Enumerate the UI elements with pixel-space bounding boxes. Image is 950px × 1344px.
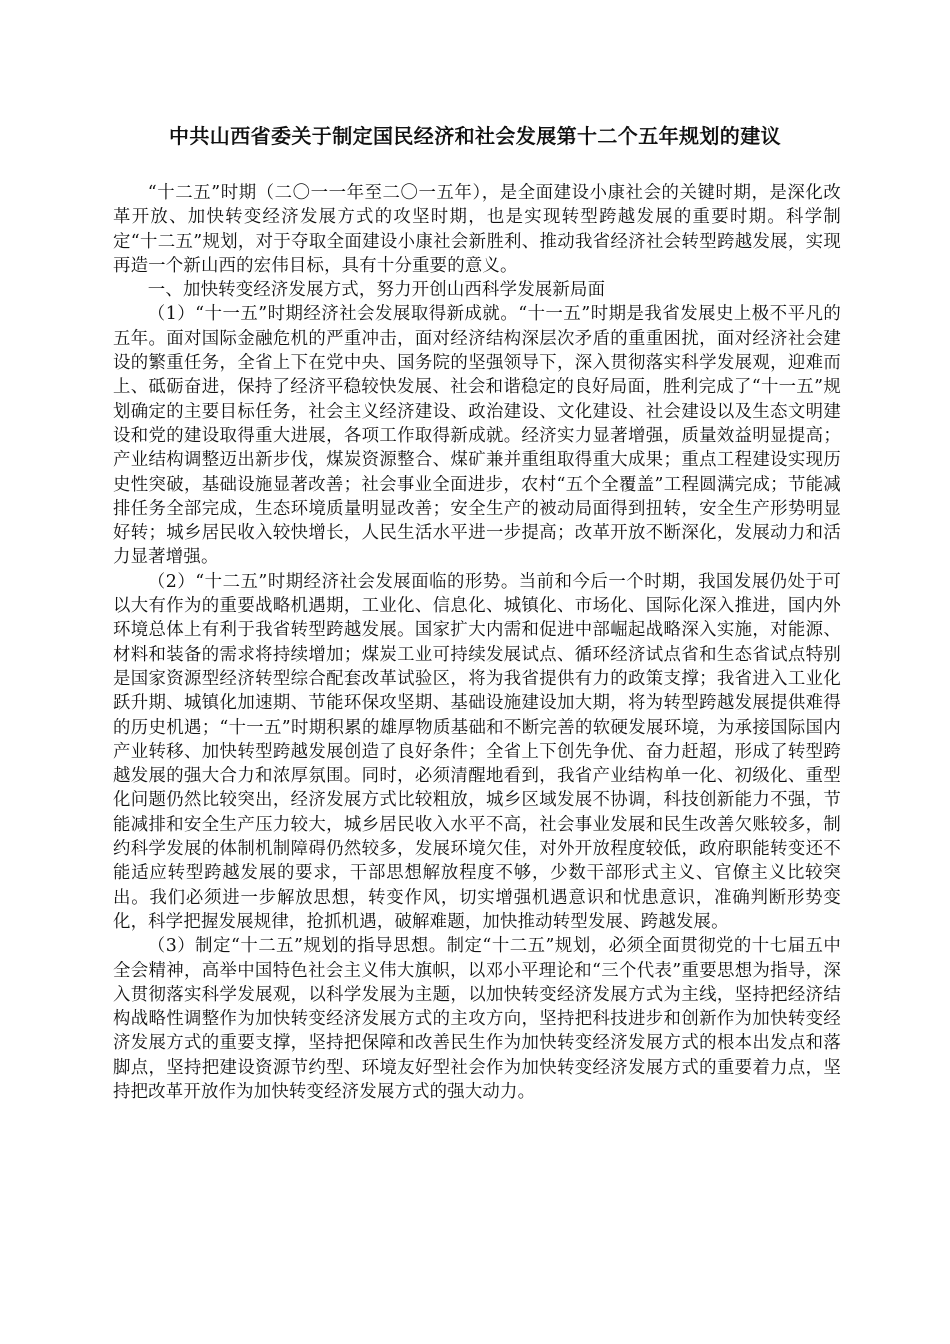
paragraph-2: （2）“十二五”时期经济社会发展面临的形势。当前和今后一个时期，我国发展仍处于可以大有作为的重要战略机遇期，工业化、信息化、城镇化、市场化、国际化深入推进，国内外环境总体上有利于我省转型跨越发展。国家扩大内需和促进中部崛起战略深入实施，对能源、材料和装备的需求将持续增加；煤炭工业可持续发展试点、循环经济试点省和生态省试点特别是国家资源型经济转型综合配套改革试验区，将为我省提供有力的政策支撑；我省进入工业化跃升期、城镇化加速期、节能环保攻坚期、基础设施建设加大期，将为转型跨越发展提供难得的历史机遇；“十一五”时期积累的雄厚物质基础和不断完善的软硬发展环境，为承接国际国内产业转移、加快转型跨越发展创造了良好条件；全省上下创先争优、奋力赶超，形成了转型跨越发展的强大合力和浓厚氛围。同时，必须清醒地看到，我省产业结构单一化、初级化、重型化问题仍然比较突出，经济发展方式比较粗放，城乡区域发展不协调，科技创新能力不强，节能减排和安全生产压力较大，城乡居民收入水平不高，社会事业发展和民生改善欠账较多，制约科学发展的体制机制障碍仍然较多，发展环境欠佳，对外开放程度较低，政府职能转变还不能适应转型跨越发展的要求，干部思想解放程度不够，少数干部形式主义、官僚主义比较突出。我们必须进一步解放思想，转变作风，切实增强机遇意识和忧患意识，准确判断形势变化，科学把握发展规律，抢抓机遇，破解难题，加快推动转型发展、跨越发展。 <box>113 571 841 932</box>
document-title: 中共山西省委关于制定国民经济和社会发展第十二个五年规划的建议 <box>169 124 781 148</box>
section-heading: 一、加快转变经济发展方式，努力开创山西科学发展新局面 <box>147 280 606 301</box>
paragraph-3: （3）制定“十二五”规划的指导思想。制定“十二五”规划，必须全面贯彻党的十七届五中全会精神，高举中国特色社会主义伟大旗帜，以邓小平理论和“三个代表”重要思想为指导，深入贯彻落实科学发展观，以科学发展为主题，以加快转变经济发展方式为主线，坚持把经济结构战略性调整作为加快转变经济发展方式的主攻方向，坚持把科技进步和创新作为加快转变经济发展方式的重要支撑，坚持把保障和改善民生作为加快转变经济发展方式的根本出发点和落脚点，坚持把建设资源节约型、环境友好型社会作为加快转变经济发展方式的重要着力点，坚持把改革开放作为加快转变经济发展方式的强大动力。 <box>113 936 841 1102</box>
document-body <box>113 181 841 1104</box>
intro-paragraph: “十二五”时期（二〇一一年至二〇一五年），是全面建设小康社会的关键时期，是深化改革开放、加快转变经济发展方式的攻坚时期，也是实现转型跨越发展的重要时期。科学制定“十二五”规划，对于夺取全面建设小康社会新胜利、推动我省经济社会转型跨越发展，实现再造一个新山西的宏伟目标，具有十分重要的意义。 <box>113 183 841 276</box>
paragraph-1: （1）“十一五”时期经济社会发展取得新成就。“十一五”时期是我省发展史上极不平凡的五年。面对国际金融危机的严重冲击，面对经济结构深层次矛盾的重重困扰，面对经济社会建设的繁重任务，全省上下在党中央、国务院的坚强领导下，深入贯彻落实科学发展观，迎难而上、砥砺奋进，保持了经济平稳较快发展、社会和谐稳定的良好局面，胜利完成了“十一五”规划确定的主要目标任务，社会主义经济建设、政治建设、文化建设、社会建设以及生态文明建设和党的建设取得重大进展，各项工作取得新成就。经济实力显著增强，质量效益明显提高；产业结构调整迈出新步伐，煤炭资源整合、煤矿兼并重组取得重大成果；重点工程建设实现历史性突破，基础设施显著改善；社会事业全面进步，农村“五个全覆盖”工程圆满完成；节能减排任务全部完成，生态环境质量明显改善；安全生产的被动局面得到扭转，安全生产形势明显好转；城乡居民收入较快增长，人民生活水平进一步提高；改革开放不断深化，发展动力和活力显著增强。 <box>113 304 841 568</box>
